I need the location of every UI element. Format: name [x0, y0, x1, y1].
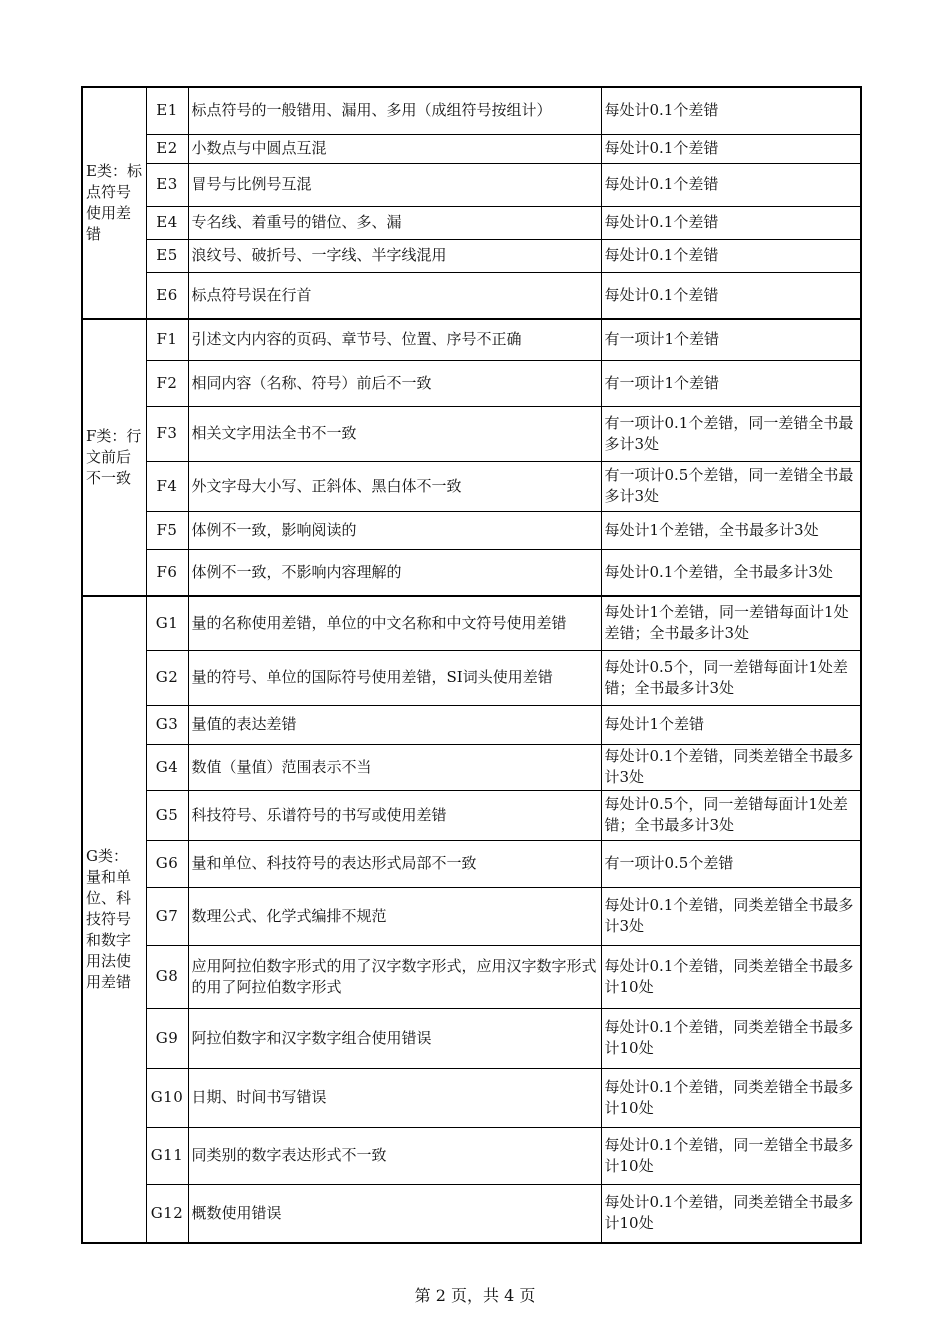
table-row [82, 650, 861, 705]
table-row [82, 744, 861, 790]
rule-cell: 每处计0.1个差错，全书最多计3处 [601, 549, 861, 596]
table-row [82, 790, 861, 840]
rule-cell: 每处计0.1个差错 [601, 134, 861, 163]
rule-cell: 每处计0.1个差错 [601, 239, 861, 272]
code-cell: G2 [146, 650, 188, 705]
description-cell: 数理公式、化学式编排不规范 [188, 887, 601, 945]
description-cell: 冒号与比例号互混 [188, 163, 601, 206]
description-cell: 阿拉伯数字和汉字数字组合使用错误 [188, 1008, 601, 1068]
code-cell: G1 [146, 596, 188, 650]
table-row [82, 163, 861, 206]
code-cell: E4 [146, 206, 188, 239]
rule-cell: 有一项计1个差错 [601, 319, 861, 360]
code-cell: G7 [146, 887, 188, 945]
rule-cell: 每处计0.1个差错 [601, 272, 861, 319]
code-cell: E6 [146, 272, 188, 319]
description-cell: 引述文内内容的页码、章节号、位置、序号不正确 [188, 319, 601, 360]
table-body [82, 87, 861, 1243]
table-row [82, 1068, 861, 1127]
rule-cell: 每处计1个差错 [601, 705, 861, 744]
description-cell: 科技符号、乐谱符号的书写或使用差错 [188, 790, 601, 840]
table-row [82, 511, 861, 549]
code-cell: E5 [146, 239, 188, 272]
rule-cell: 每处计0.1个差错，同类差错全书最多计10处 [601, 1068, 861, 1127]
description-cell: 应用阿拉伯数字形式的用了汉字数字形式，应用汉字数字形式的用了阿拉伯数字形式 [188, 945, 601, 1008]
code-cell: G8 [146, 945, 188, 1008]
table-row [82, 549, 861, 596]
description-cell: 标点符号误在行首 [188, 272, 601, 319]
code-cell: G9 [146, 1008, 188, 1068]
rule-cell: 每处计0.1个差错，同一差错全书最多计10处 [601, 1127, 861, 1184]
rule-cell: 每处计0.1个差错 [601, 87, 861, 134]
table-row [82, 406, 861, 461]
code-cell: E2 [146, 134, 188, 163]
rule-cell: 每处计0.1个差错 [601, 206, 861, 239]
table-row [82, 1127, 861, 1184]
code-cell: G10 [146, 1068, 188, 1127]
table-row [82, 239, 861, 272]
code-cell: E1 [146, 87, 188, 134]
code-cell: F4 [146, 461, 188, 511]
rule-cell: 每处计0.1个差错，同类差错全书最多计3处 [601, 887, 861, 945]
table-row [82, 206, 861, 239]
table-row [82, 705, 861, 744]
code-cell: G3 [146, 705, 188, 744]
table-row [82, 840, 861, 887]
description-cell: 量值的表达差错 [188, 705, 601, 744]
table-row [82, 887, 861, 945]
code-cell: G12 [146, 1184, 188, 1243]
table-row [82, 87, 861, 134]
rule-cell: 每处计1个差错，同一差错每面计1处差错；全书最多计3处 [601, 596, 861, 650]
description-cell: 体例不一致，影响阅读的 [188, 511, 601, 549]
category-cell: F类：行文前后不一致 [82, 319, 146, 596]
code-cell: F3 [146, 406, 188, 461]
table-row [82, 945, 861, 1008]
description-cell: 外文字母大小写、正斜体、黑白体不一致 [188, 461, 601, 511]
description-cell: 量的名称使用差错，单位的中文名称和中文符号使用差错 [188, 596, 601, 650]
description-cell: 小数点与中圆点互混 [188, 134, 601, 163]
description-cell: 量和单位、科技符号的表达形式局部不一致 [188, 840, 601, 887]
table-row [82, 134, 861, 163]
rule-cell: 每处计1个差错，全书最多计3处 [601, 511, 861, 549]
rule-cell: 有一项计0.5个差错，同一差错全书最多计3处 [601, 461, 861, 511]
table-row [82, 1184, 861, 1243]
rule-cell: 每处计0.1个差错，同类差错全书最多计10处 [601, 1008, 861, 1068]
rule-cell: 每处计0.1个差错，同类差错全书最多计10处 [601, 1184, 861, 1243]
rule-cell: 每处计0.5个，同一差错每面计1处差错；全书最多计3处 [601, 650, 861, 705]
rule-cell: 有一项计0.5个差错 [601, 840, 861, 887]
code-cell: E3 [146, 163, 188, 206]
code-cell: G4 [146, 744, 188, 790]
code-cell: F6 [146, 549, 188, 596]
rule-cell: 每处计0.5个，同一差错每面计1处差错；全书最多计3处 [601, 790, 861, 840]
rule-cell: 有一项计0.1个差错，同一差错全书最多计3处 [601, 406, 861, 461]
rule-cell: 每处计0.1个差错，同类差错全书最多计3处 [601, 744, 861, 790]
table-row [82, 360, 861, 406]
table-row [82, 319, 861, 360]
description-cell: 同类别的数字表达形式不一致 [188, 1127, 601, 1184]
description-cell: 体例不一致，不影响内容理解的 [188, 549, 601, 596]
description-cell: 量的符号、单位的国际符号使用差错，SI词头使用差错 [188, 650, 601, 705]
description-cell: 专名线、着重号的错位、多、漏 [188, 206, 601, 239]
rule-cell: 每处计0.1个差错，同类差错全书最多计10处 [601, 945, 861, 1008]
error-classification-table [81, 86, 862, 1244]
category-cell: E类：标点符号使用差错 [82, 87, 146, 319]
description-cell: 数值（量值）范围表示不当 [188, 744, 601, 790]
table-row [82, 1008, 861, 1068]
description-cell: 日期、时间书写错误 [188, 1068, 601, 1127]
table-row [82, 596, 861, 650]
rule-cell: 有一项计1个差错 [601, 360, 861, 406]
code-cell: G6 [146, 840, 188, 887]
rule-cell: 每处计0.1个差错 [601, 163, 861, 206]
table-row [82, 461, 861, 511]
code-cell: F1 [146, 319, 188, 360]
code-cell: G11 [146, 1127, 188, 1184]
description-cell: 相同内容（名称、符号）前后不一致 [188, 360, 601, 406]
category-cell: G类：量和单位、科技符号和数字用法使用差错 [82, 596, 146, 1243]
code-cell: F5 [146, 511, 188, 549]
description-cell: 概数使用错误 [188, 1184, 601, 1243]
page-footer: 第 2 页，共 4 页 [414, 1286, 536, 1305]
code-cell: G5 [146, 790, 188, 840]
description-cell: 标点符号的一般错用、漏用、多用（成组符号按组计） [188, 87, 601, 134]
description-cell: 浪纹号、破折号、一字线、半字线混用 [188, 239, 601, 272]
code-cell: F2 [146, 360, 188, 406]
table-row [82, 272, 861, 319]
description-cell: 相关文字用法全书不一致 [188, 406, 601, 461]
